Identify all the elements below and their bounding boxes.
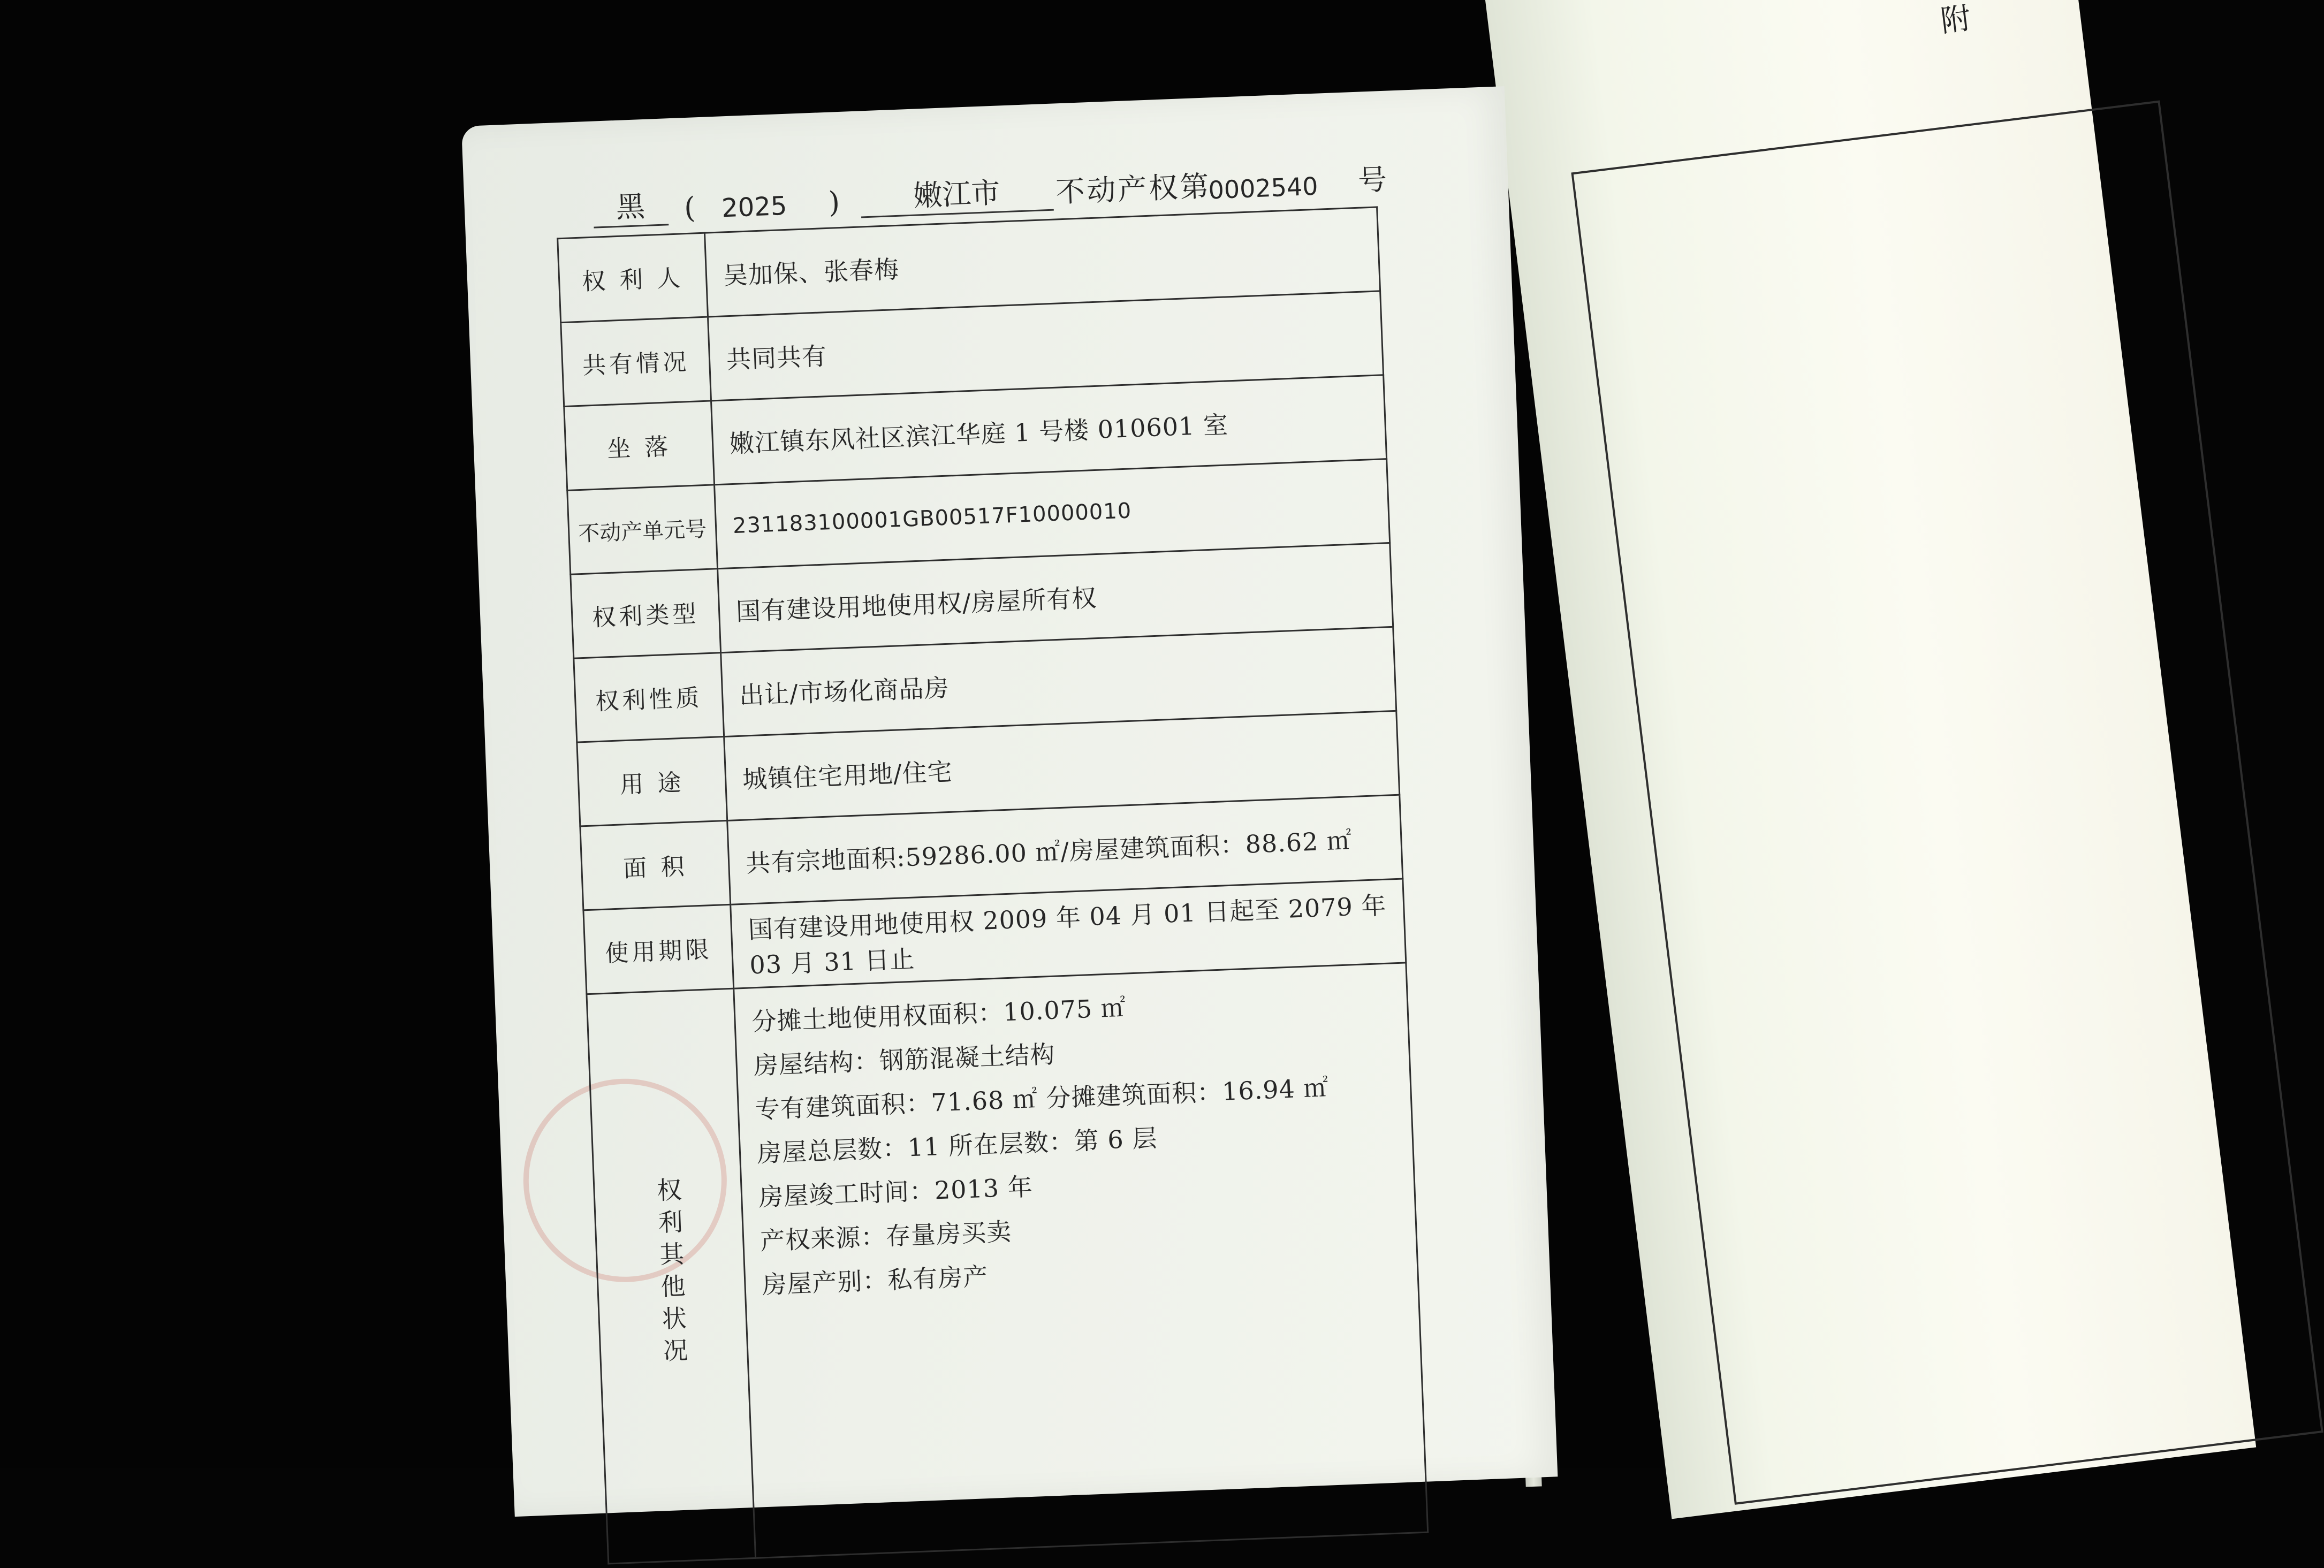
right-page-corner-text: 附 (1939, 1, 1973, 40)
other-line-building-areas: 专有建筑面积：71.68 ㎡ 分摊建筑面积：16.94 ㎡ (754, 1073, 1330, 1124)
row-value-other (734, 963, 1428, 1558)
other-line-source: 产权来源：存量房买卖 (760, 1217, 1013, 1256)
row-label-area: 面 积 (580, 820, 731, 910)
header-year: 2025 (721, 191, 788, 224)
other-line-floors: 房屋总层数：11 所在层数：第 6 层 (756, 1123, 1158, 1168)
other-status-list (750, 964, 1417, 1307)
row-label-term: 使用期限 (583, 904, 734, 994)
row-label-right-type: 权利类型 (571, 569, 721, 658)
row-label-other: 权利其他状况 (652, 1176, 689, 1370)
header-cert-type: 不动产权第 (1055, 169, 1212, 209)
right-page-frame (1571, 101, 2323, 1505)
header-close-paren: ) (827, 185, 841, 219)
row-value-right-holder: 吴加保、张春梅 (704, 207, 1380, 317)
row-label-co-ownership: 共有情况 (561, 317, 711, 406)
table-row-other (587, 963, 1428, 1564)
row-value-usage: 城镇住宅用地/住宅 (724, 711, 1400, 820)
header-cert-number: 0002540 (1207, 171, 1319, 205)
other-line-category: 房屋产别：私有房产 (761, 1261, 989, 1300)
registration-table (557, 206, 1429, 1564)
header-open-paren: ( (683, 191, 696, 225)
row-label-usage: 用 途 (577, 737, 727, 826)
row-value-right-type: 国有建设用地使用权/房屋所有权 (718, 543, 1393, 652)
other-line-structure: 房屋结构：钢筋混凝土结构 (753, 1039, 1056, 1080)
row-label-right-nature: 权利性质 (574, 653, 724, 742)
other-line-shared-land-area: 分摊土地使用权面积：10.075 ㎡ (751, 993, 1127, 1037)
header-city: 嫩江市 (860, 168, 1054, 218)
row-value-co-ownership: 共同共有 (708, 291, 1384, 401)
row-value-term: 国有建设用地使用权 2009 年 04 月 01 日起至 2079 年 03 月 31 日止 (731, 879, 1406, 988)
row-value-unit-number: 231183100001GB00517F10000010 (715, 459, 1390, 569)
row-value-area: 共有宗地面积:59286.00 ㎡/房屋建筑面积：88.62 ㎡ (727, 795, 1403, 904)
header-suffix: 号 (1357, 162, 1388, 197)
other-line-completion: 房屋竣工时间：2013 年 (758, 1172, 1034, 1212)
row-label-unit-number: 不动产单元号 (567, 485, 718, 574)
row-label-location: 坐 落 (564, 401, 715, 490)
row-label-other-cell (587, 988, 756, 1564)
row-value-right-nature: 出让/市场化商品房 (721, 627, 1396, 736)
certificate-page (461, 86, 1558, 1517)
row-label-right-holder: 权 利 人 (558, 233, 708, 322)
header-province: 黑 (592, 182, 669, 228)
right-page (1483, 0, 2256, 1519)
row-value-location: 嫩江镇东风社区滨江华庭 1 号楼 010601 室 (711, 375, 1387, 485)
